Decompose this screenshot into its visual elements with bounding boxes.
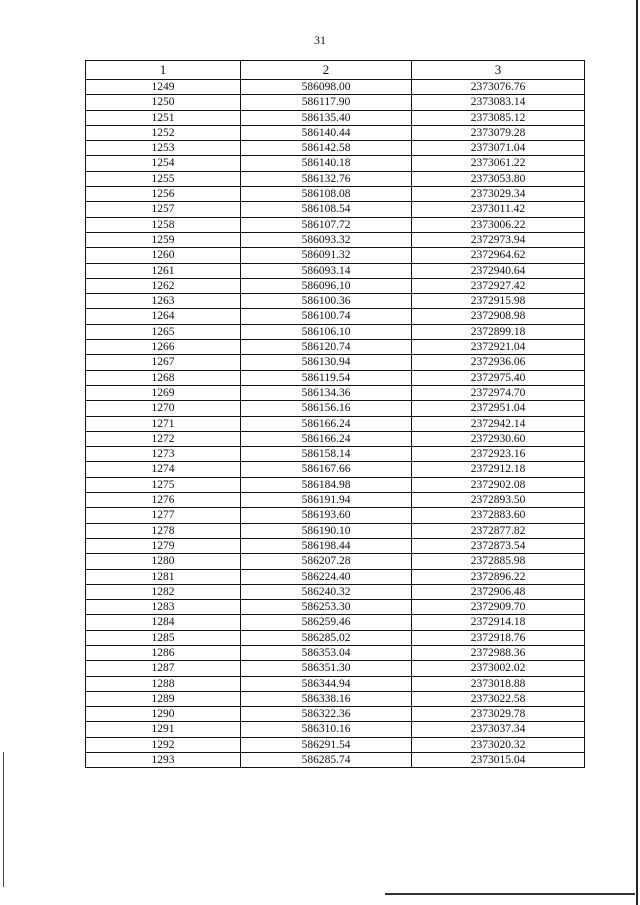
table-row [86, 187, 585, 202]
x-coordinate-cell: 586158.14 [241, 447, 412, 462]
table-row [86, 263, 585, 278]
x-coordinate-cell: 586291.54 [241, 737, 412, 752]
y-coordinate-cell: 2372908.98 [412, 309, 585, 324]
point-number-cell: 1275 [86, 477, 241, 492]
table-row [86, 401, 585, 416]
x-coordinate-cell: 586198.44 [241, 538, 412, 553]
y-coordinate-cell: 2372915.98 [412, 294, 585, 309]
x-coordinate-cell: 586100.36 [241, 294, 412, 309]
table-row [86, 554, 585, 569]
table-row [86, 493, 585, 508]
y-coordinate-cell: 2372951.04 [412, 401, 585, 416]
point-number-cell: 1282 [86, 584, 241, 599]
x-coordinate-cell: 586353.04 [241, 645, 412, 660]
table-row [86, 431, 585, 446]
column-header-2: 2 [241, 61, 412, 80]
y-coordinate-cell: 2372873.54 [412, 538, 585, 553]
point-number-cell: 1273 [86, 447, 241, 462]
table-row [86, 294, 585, 309]
point-number-cell: 1263 [86, 294, 241, 309]
y-coordinate-cell: 2372885.98 [412, 554, 585, 569]
x-coordinate-cell: 586207.28 [241, 554, 412, 569]
point-number-cell: 1288 [86, 676, 241, 691]
table-row [86, 370, 585, 385]
point-number-cell: 1274 [86, 462, 241, 477]
x-coordinate-cell: 586106.10 [241, 324, 412, 339]
table-row [86, 600, 585, 615]
table-row [86, 615, 585, 630]
y-coordinate-cell: 2372921.04 [412, 340, 585, 355]
y-coordinate-cell: 2373037.34 [412, 722, 585, 737]
y-coordinate-cell: 2373002.02 [412, 661, 585, 676]
table-row [86, 324, 585, 339]
point-number-cell: 1265 [86, 324, 241, 339]
y-coordinate-cell: 2372893.50 [412, 493, 585, 508]
x-coordinate-cell: 586338.16 [241, 691, 412, 706]
x-coordinate-cell: 586322.36 [241, 707, 412, 722]
x-coordinate-cell: 586310.16 [241, 722, 412, 737]
x-coordinate-cell: 586098.00 [241, 80, 412, 95]
table-row [86, 753, 585, 768]
point-number-cell: 1272 [86, 431, 241, 446]
table-row [86, 309, 585, 324]
y-coordinate-cell: 2372936.06 [412, 355, 585, 370]
point-number-cell: 1253 [86, 141, 241, 156]
point-number-cell: 1262 [86, 278, 241, 293]
y-coordinate-cell: 2372988.36 [412, 645, 585, 660]
point-number-cell: 1261 [86, 263, 241, 278]
y-coordinate-cell: 2373011.42 [412, 202, 585, 217]
y-coordinate-cell: 2372923.16 [412, 447, 585, 462]
point-number-cell: 1259 [86, 232, 241, 247]
y-coordinate-cell: 2373079.28 [412, 125, 585, 140]
y-coordinate-cell: 2372930.60 [412, 431, 585, 446]
y-coordinate-cell: 2373053.80 [412, 171, 585, 186]
x-coordinate-cell: 586119.54 [241, 370, 412, 385]
y-coordinate-cell: 2373018.88 [412, 676, 585, 691]
y-coordinate-cell: 2372918.76 [412, 630, 585, 645]
table-row [86, 661, 585, 676]
y-coordinate-cell: 2372964.62 [412, 248, 585, 263]
table-row [86, 202, 585, 217]
point-number-cell: 1269 [86, 385, 241, 400]
point-number-cell: 1287 [86, 661, 241, 676]
y-coordinate-cell: 2373076.76 [412, 80, 585, 95]
table-row [86, 447, 585, 462]
table-row [86, 141, 585, 156]
x-coordinate-cell: 586285.74 [241, 753, 412, 768]
x-coordinate-cell: 586107.72 [241, 217, 412, 232]
point-number-cell: 1290 [86, 707, 241, 722]
table-row [86, 340, 585, 355]
point-number-cell: 1276 [86, 493, 241, 508]
table-row [86, 477, 585, 492]
table-row [86, 232, 585, 247]
table-row [86, 385, 585, 400]
x-coordinate-cell: 586142.58 [241, 141, 412, 156]
y-coordinate-cell: 2372909.70 [412, 600, 585, 615]
point-number-cell: 1254 [86, 156, 241, 171]
x-coordinate-cell: 586100.74 [241, 309, 412, 324]
point-number-cell: 1257 [86, 202, 241, 217]
y-coordinate-cell: 2373083.14 [412, 95, 585, 110]
y-coordinate-cell: 2372914.18 [412, 615, 585, 630]
point-number-cell: 1266 [86, 340, 241, 355]
x-coordinate-cell: 586191.94 [241, 493, 412, 508]
point-number-cell: 1283 [86, 600, 241, 615]
y-coordinate-cell: 2373006.22 [412, 217, 585, 232]
table-row [86, 676, 585, 691]
x-coordinate-cell: 586140.44 [241, 125, 412, 140]
scan-edge-left [3, 752, 4, 887]
table-header [86, 61, 585, 80]
point-number-cell: 1249 [86, 80, 241, 95]
y-coordinate-cell: 2373015.04 [412, 753, 585, 768]
x-coordinate-cell: 586096.10 [241, 278, 412, 293]
point-number-cell: 1250 [86, 95, 241, 110]
x-coordinate-cell: 586285.02 [241, 630, 412, 645]
point-number-cell: 1286 [86, 645, 241, 660]
table-row [86, 584, 585, 599]
table-header-row [86, 61, 585, 80]
point-number-cell: 1279 [86, 538, 241, 553]
x-coordinate-cell: 586132.76 [241, 171, 412, 186]
table-row [86, 416, 585, 431]
table-row [86, 462, 585, 477]
table-row [86, 171, 585, 186]
y-coordinate-cell: 2372940.64 [412, 263, 585, 278]
point-number-cell: 1267 [86, 355, 241, 370]
point-number-cell: 1255 [86, 171, 241, 186]
y-coordinate-cell: 2372912.18 [412, 462, 585, 477]
x-coordinate-cell: 586135.40 [241, 110, 412, 125]
table-row [86, 630, 585, 645]
table-row [86, 523, 585, 538]
x-coordinate-cell: 586259.46 [241, 615, 412, 630]
y-coordinate-cell: 2372883.60 [412, 508, 585, 523]
x-coordinate-cell: 586108.08 [241, 187, 412, 202]
table-row [86, 722, 585, 737]
x-coordinate-cell: 586190.10 [241, 523, 412, 538]
x-coordinate-cell: 586108.54 [241, 202, 412, 217]
x-coordinate-cell: 586156.16 [241, 401, 412, 416]
point-number-cell: 1291 [86, 722, 241, 737]
x-coordinate-cell: 586166.24 [241, 431, 412, 446]
y-coordinate-cell: 2373020.32 [412, 737, 585, 752]
table-row [86, 156, 585, 171]
column-header-1: 1 [86, 61, 241, 80]
x-coordinate-cell: 586193.60 [241, 508, 412, 523]
point-number-cell: 1277 [86, 508, 241, 523]
point-number-cell: 1293 [86, 753, 241, 768]
x-coordinate-cell: 586093.32 [241, 232, 412, 247]
table-row [86, 125, 585, 140]
point-number-cell: 1268 [86, 370, 241, 385]
point-number-cell: 1280 [86, 554, 241, 569]
point-number-cell: 1251 [86, 110, 241, 125]
table-row [86, 508, 585, 523]
point-number-cell: 1252 [86, 125, 241, 140]
page-number: 31 [314, 33, 326, 47]
y-coordinate-cell: 2372942.14 [412, 416, 585, 431]
coordinates-table [85, 60, 585, 768]
x-coordinate-cell: 586253.30 [241, 600, 412, 615]
x-coordinate-cell: 586091.32 [241, 248, 412, 263]
table-row [86, 645, 585, 660]
y-coordinate-cell: 2373022.58 [412, 691, 585, 706]
table-row [86, 737, 585, 752]
bottom-rule [385, 893, 635, 895]
table-body [86, 80, 585, 768]
table-row [86, 110, 585, 125]
x-coordinate-cell: 586134.36 [241, 385, 412, 400]
scan-edge-right [636, 0, 638, 905]
x-coordinate-cell: 586130.94 [241, 355, 412, 370]
x-coordinate-cell: 586184.98 [241, 477, 412, 492]
x-coordinate-cell: 586167.66 [241, 462, 412, 477]
point-number-cell: 1278 [86, 523, 241, 538]
table-row [86, 95, 585, 110]
y-coordinate-cell: 2372927.42 [412, 278, 585, 293]
table-row [86, 80, 585, 95]
table-row [86, 248, 585, 263]
y-coordinate-cell: 2373071.04 [412, 141, 585, 156]
point-number-cell: 1281 [86, 569, 241, 584]
point-number-cell: 1271 [86, 416, 241, 431]
x-coordinate-cell: 586240.32 [241, 584, 412, 599]
y-coordinate-cell: 2372974.70 [412, 385, 585, 400]
x-coordinate-cell: 586351.30 [241, 661, 412, 676]
y-coordinate-cell: 2372906.48 [412, 584, 585, 599]
point-number-cell: 1258 [86, 217, 241, 232]
y-coordinate-cell: 2372899.18 [412, 324, 585, 339]
x-coordinate-cell: 586224.40 [241, 569, 412, 584]
x-coordinate-cell: 586117.90 [241, 95, 412, 110]
table-row [86, 217, 585, 232]
table-row [86, 278, 585, 293]
y-coordinate-cell: 2373085.12 [412, 110, 585, 125]
table-row [86, 691, 585, 706]
y-coordinate-cell: 2373029.34 [412, 187, 585, 202]
point-number-cell: 1256 [86, 187, 241, 202]
y-coordinate-cell: 2372973.94 [412, 232, 585, 247]
y-coordinate-cell: 2372902.08 [412, 477, 585, 492]
x-coordinate-cell: 586120.74 [241, 340, 412, 355]
point-number-cell: 1292 [86, 737, 241, 752]
y-coordinate-cell: 2373029.78 [412, 707, 585, 722]
table-row [86, 569, 585, 584]
table-row [86, 355, 585, 370]
y-coordinate-cell: 2372877.82 [412, 523, 585, 538]
point-number-cell: 1260 [86, 248, 241, 263]
y-coordinate-cell: 2372896.22 [412, 569, 585, 584]
table-row [86, 538, 585, 553]
x-coordinate-cell: 586093.14 [241, 263, 412, 278]
point-number-cell: 1284 [86, 615, 241, 630]
y-coordinate-cell: 2372975.40 [412, 370, 585, 385]
x-coordinate-cell: 586140.18 [241, 156, 412, 171]
x-coordinate-cell: 586344.94 [241, 676, 412, 691]
point-number-cell: 1285 [86, 630, 241, 645]
point-number-cell: 1289 [86, 691, 241, 706]
table-row [86, 707, 585, 722]
point-number-cell: 1270 [86, 401, 241, 416]
column-header-3: 3 [412, 61, 585, 80]
x-coordinate-cell: 586166.24 [241, 416, 412, 431]
point-number-cell: 1264 [86, 309, 241, 324]
y-coordinate-cell: 2373061.22 [412, 156, 585, 171]
